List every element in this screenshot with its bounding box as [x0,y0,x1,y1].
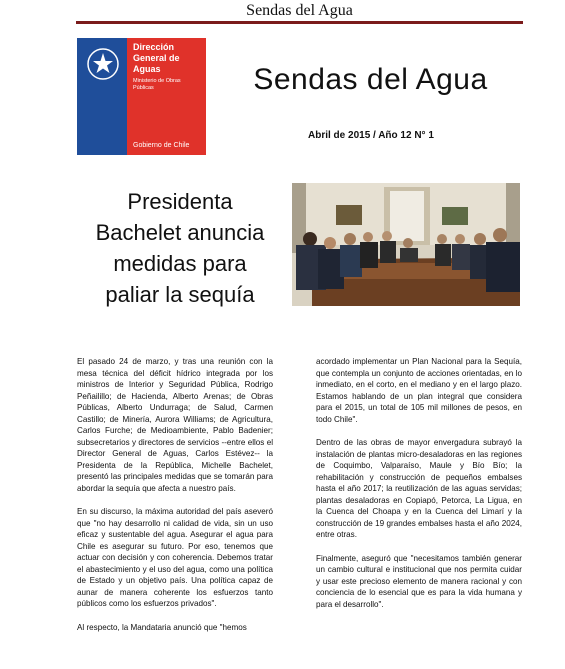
paragraph: Finalmente, aseguró que "necesitamos también generar un cambio cultural e institucional que nos permita cuidar y usar este precioso elemento de manera racional y con conciencia de lo esencial que es para la vida humana y para el desarrollo". [316,553,522,609]
issue-date: Abril de 2015 / Año 12 N° 1 [308,130,434,141]
headline-line4: paliar la sequía [105,282,255,307]
logo-ministry-line1: Ministerio de Obras [133,78,181,84]
paragraph: Dentro de las obras de mayor envergadura subrayó la instalación de plantas micro-desaladoras en las regiones de Coquimbo, Valparaíso, Maule y Bío Bío; la rehabilitación y construcción de pequeños embalses hasta el año 2017; la reutilización de las aguas servidas; plantas desaladoras en Copiapó, Petorca, La Ligua, en la Cuenca del Choapa y en la Cuenca del Limarí y la construcción de 19 grandes embalses hasta el año 2024, entre otras. [316,438,522,539]
paragraph: En su discurso, la máxima autoridad del país aseveró que "no hay desarrollo ni calidad de vida, sin un uso eficaz y sustentable del agua. Asegurar el agua para Chile es asegurar su futuro. Por eso, tenemos que actuar con decisión y con coherencia. Debemos tratar el abastecimiento y el uso del agua, como una política de Estado y un objetivo país. Una política capaz de aunar de manera coherente los esfuerzos tanto públicos como los esfuerzos privados". [77,507,273,608]
paragraph: El pasado 24 de marzo, y tras una reunión con la mesa técnica del déficit hídrico integrada por los ministros de Interior y Seguridad Pública, Rodrigo Peñailillo; de Hacienda, Alberto Arenas; de Obras Públicas, Alberto Undurraga; de Salud, Carmen Castillo; de Minería, Aurora Williams; de Agricultura, Carlos Furche; de Medioambiente, Pablo Badenier; subsecretarios y directores de servicios --entre ellos el Director General de Aguas, Carlos Estévez-- la Presidenta de la República, Michelle Bachelet, presentó las principales medidas que se tomarán para abordar la sequía que afecta a nuestro país. [77,357,273,493]
masthead-rule [76,21,523,24]
headline-line2: Bachelet anuncia [95,220,265,245]
chile-coat-of-arms-icon [85,46,121,82]
meeting-photo-image [292,183,520,306]
logo-ministry-line2: Públicas [133,85,154,91]
meeting-photo [292,183,520,306]
headline-line3: medidas para [113,251,247,276]
article-headline [80,186,280,310]
masthead-title: Sendas del Agua [246,2,353,19]
paragraph: acordado implementar un Plan Nacional para la Sequía, que contempla un conjunto de acciones orientadas, en lo inmediato, en el corto, en el mediano y en el largo plazo. Estamos hablando de un plan integral que considera para el 2015, un total de 105 mil millones de pesos, en todo Chile". [316,357,522,424]
article-column-left [77,356,273,645]
article-column-right [316,356,522,622]
logo-text-line1: Dirección [133,42,175,52]
newsletter-title: Sendas del Agua [253,63,488,96]
dga-logo [77,38,206,155]
logo-text-line3: Aguas [133,64,161,74]
headline-line1: Presidenta [127,189,233,214]
masthead [76,0,523,22]
logo-text-line2: General de [133,53,180,63]
paragraph: Al respecto, la Mandataria anunció que "hemos [77,622,247,632]
logo-government: Gobierno de Chile [133,142,190,149]
